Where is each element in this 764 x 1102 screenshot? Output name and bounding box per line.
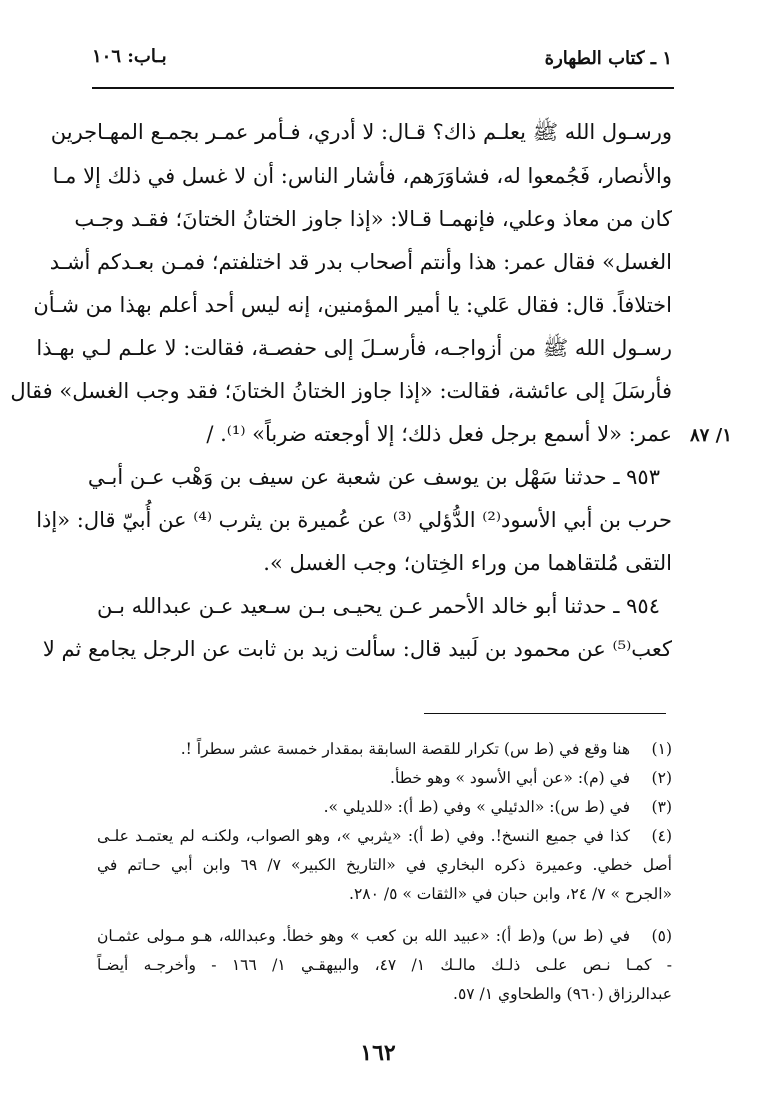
footnote-number: (٢) — [651, 769, 672, 787]
body-line: عمر: «لا أسمع برجل فعل ذلك؛ إلا أوجعته ضرباً» ⁽¹⁾. / — [206, 422, 672, 446]
book-title: ١ ـ كتاب الطهارة — [544, 48, 672, 69]
header-rule — [92, 87, 674, 89]
body-line: ورسـول الله ﷺ يعلـم ذاك؟ قـال: لا أدري، فـأمر عمـر بجمـع المهـاجرين — [50, 120, 672, 144]
footnote-1 — [97, 735, 672, 764]
footnote-number: (١) — [651, 740, 672, 758]
footnote-text: «الجرح » ٧/ ٢٤، وابن حبان في «الثقات » ٥/ ٢٨٠. — [349, 885, 672, 903]
footnote-2 — [97, 764, 672, 793]
footnote-text: في (م): «عن أبي الأسود » وهو خطأ. — [390, 769, 630, 787]
margin-page-reference: ١/ ٨٧ — [690, 425, 732, 446]
body-line: كعب⁽⁵⁾ عن محمود بن لَبيد قال: سألت زيد بن ثابت عن الرجل يجامع ثم لا — [42, 637, 672, 661]
body-line: فأرسَلَ إلى عائشة، فقالت: «إذا جاوز الختانُ الختانَ؛ فقد وجب الغسل» فقال — [10, 379, 672, 403]
footnote-5-continuation — [97, 980, 672, 1009]
footnote-5 — [97, 922, 672, 951]
body-line: الغسل» فقال عمر: هذا وأنتم أصحاب بدر قد اختلفتم؛ فمـن بعـدكم أشـد — [49, 250, 672, 274]
footnote-number: (٥) — [651, 927, 672, 945]
hadith-954-line: ٩٥٤ ـ حدثنا أبو خالد الأحمر عـن يحيـى بـن سـعيد عـن عبدالله بـن — [97, 594, 660, 618]
running-header — [92, 46, 672, 82]
body-line: رسـول الله ﷺ من أزواجـه، فأرسـلَ إلى حفصـة، فقالت: لا علـم لـي بهـذا — [36, 336, 672, 360]
footnote-text: أصل خطي. وعميرة ذكره البخاري في «التاريخ الكبير» ٧/ ٦٩ وابن أبي حـاتم في — [97, 856, 672, 874]
footnote-text: في (ط س): «الدئيلي » وفي (ط أ): «للديلي ». — [323, 798, 630, 816]
footnote-text: في (ط س) و(ط أ): «عبيد الله بن كعب » وهو خطأ. وعبدالله، هـو مـولى عثمـان — [97, 927, 630, 945]
footnote-text: كذا في جميع النسخ!. وفي (ط أ): «يثربي »، وهو الصواب، ولكنـه لم يعتمـد علـى — [97, 827, 630, 845]
footnote-4-continuation — [97, 880, 672, 909]
chapter-label: بـاب: ١٠٦ — [92, 46, 167, 67]
footnote-4-continuation — [97, 851, 672, 880]
footnote-5-continuation — [97, 951, 672, 980]
body-line: والأنصار، فَجُمعوا له، فشاوَرَهم، فأشار الناس: أن لا غسل في ذلك إلا مـا — [52, 164, 672, 188]
hadith-953-line: ٩٥٣ ـ حدثنا سَهْل بن يوسف عن شعبة عن سيف بن وَهْب عـن أبـي — [87, 465, 660, 489]
page-number: ١٦٢ — [360, 1040, 396, 1066]
footnote-4 — [97, 822, 672, 851]
footnote-text: هنا وقع في (ط س) تكرار للقصة السابقة بمقدار خمسة عشر سطراً !. — [180, 740, 630, 758]
body-line: كان من معاذ وعلي، فإنهمـا قـالا: «إذا جاوز الختانُ الختانَ؛ فقـد وجـب — [74, 207, 672, 231]
footnote-number: (٣) — [651, 798, 672, 816]
footnote-text: عبدالرزاق (٩٦٠) والطحاوي ١/ ٥٧. — [453, 985, 672, 1003]
footnote-number: (٤) — [651, 827, 672, 845]
body-line: حرب بن أبي الأسود⁽²⁾ الدُّؤلي ⁽³⁾ عن عُميرة بن يثرب ⁽⁴⁾ عن أُبيّ قال: «إذا — [36, 508, 672, 532]
footnote-rule — [424, 713, 666, 714]
footnote-3 — [97, 793, 672, 822]
body-line: التقى مُلتقاهما من وراء الخِتان؛ وجب الغسل ». — [263, 551, 672, 575]
body-line: اختلافاً. قال: فقال عَلي: يا أمير المؤمنين، إنه ليس أحد أعلم بهذا من شـأن — [33, 293, 672, 317]
footnote-text: - كمـا نـص علـى ذلـك مالـك ١/ ٤٧، والبيهقـي ١/ ١٦٦ - وأخرجـه أيضـاً — [97, 956, 673, 974]
